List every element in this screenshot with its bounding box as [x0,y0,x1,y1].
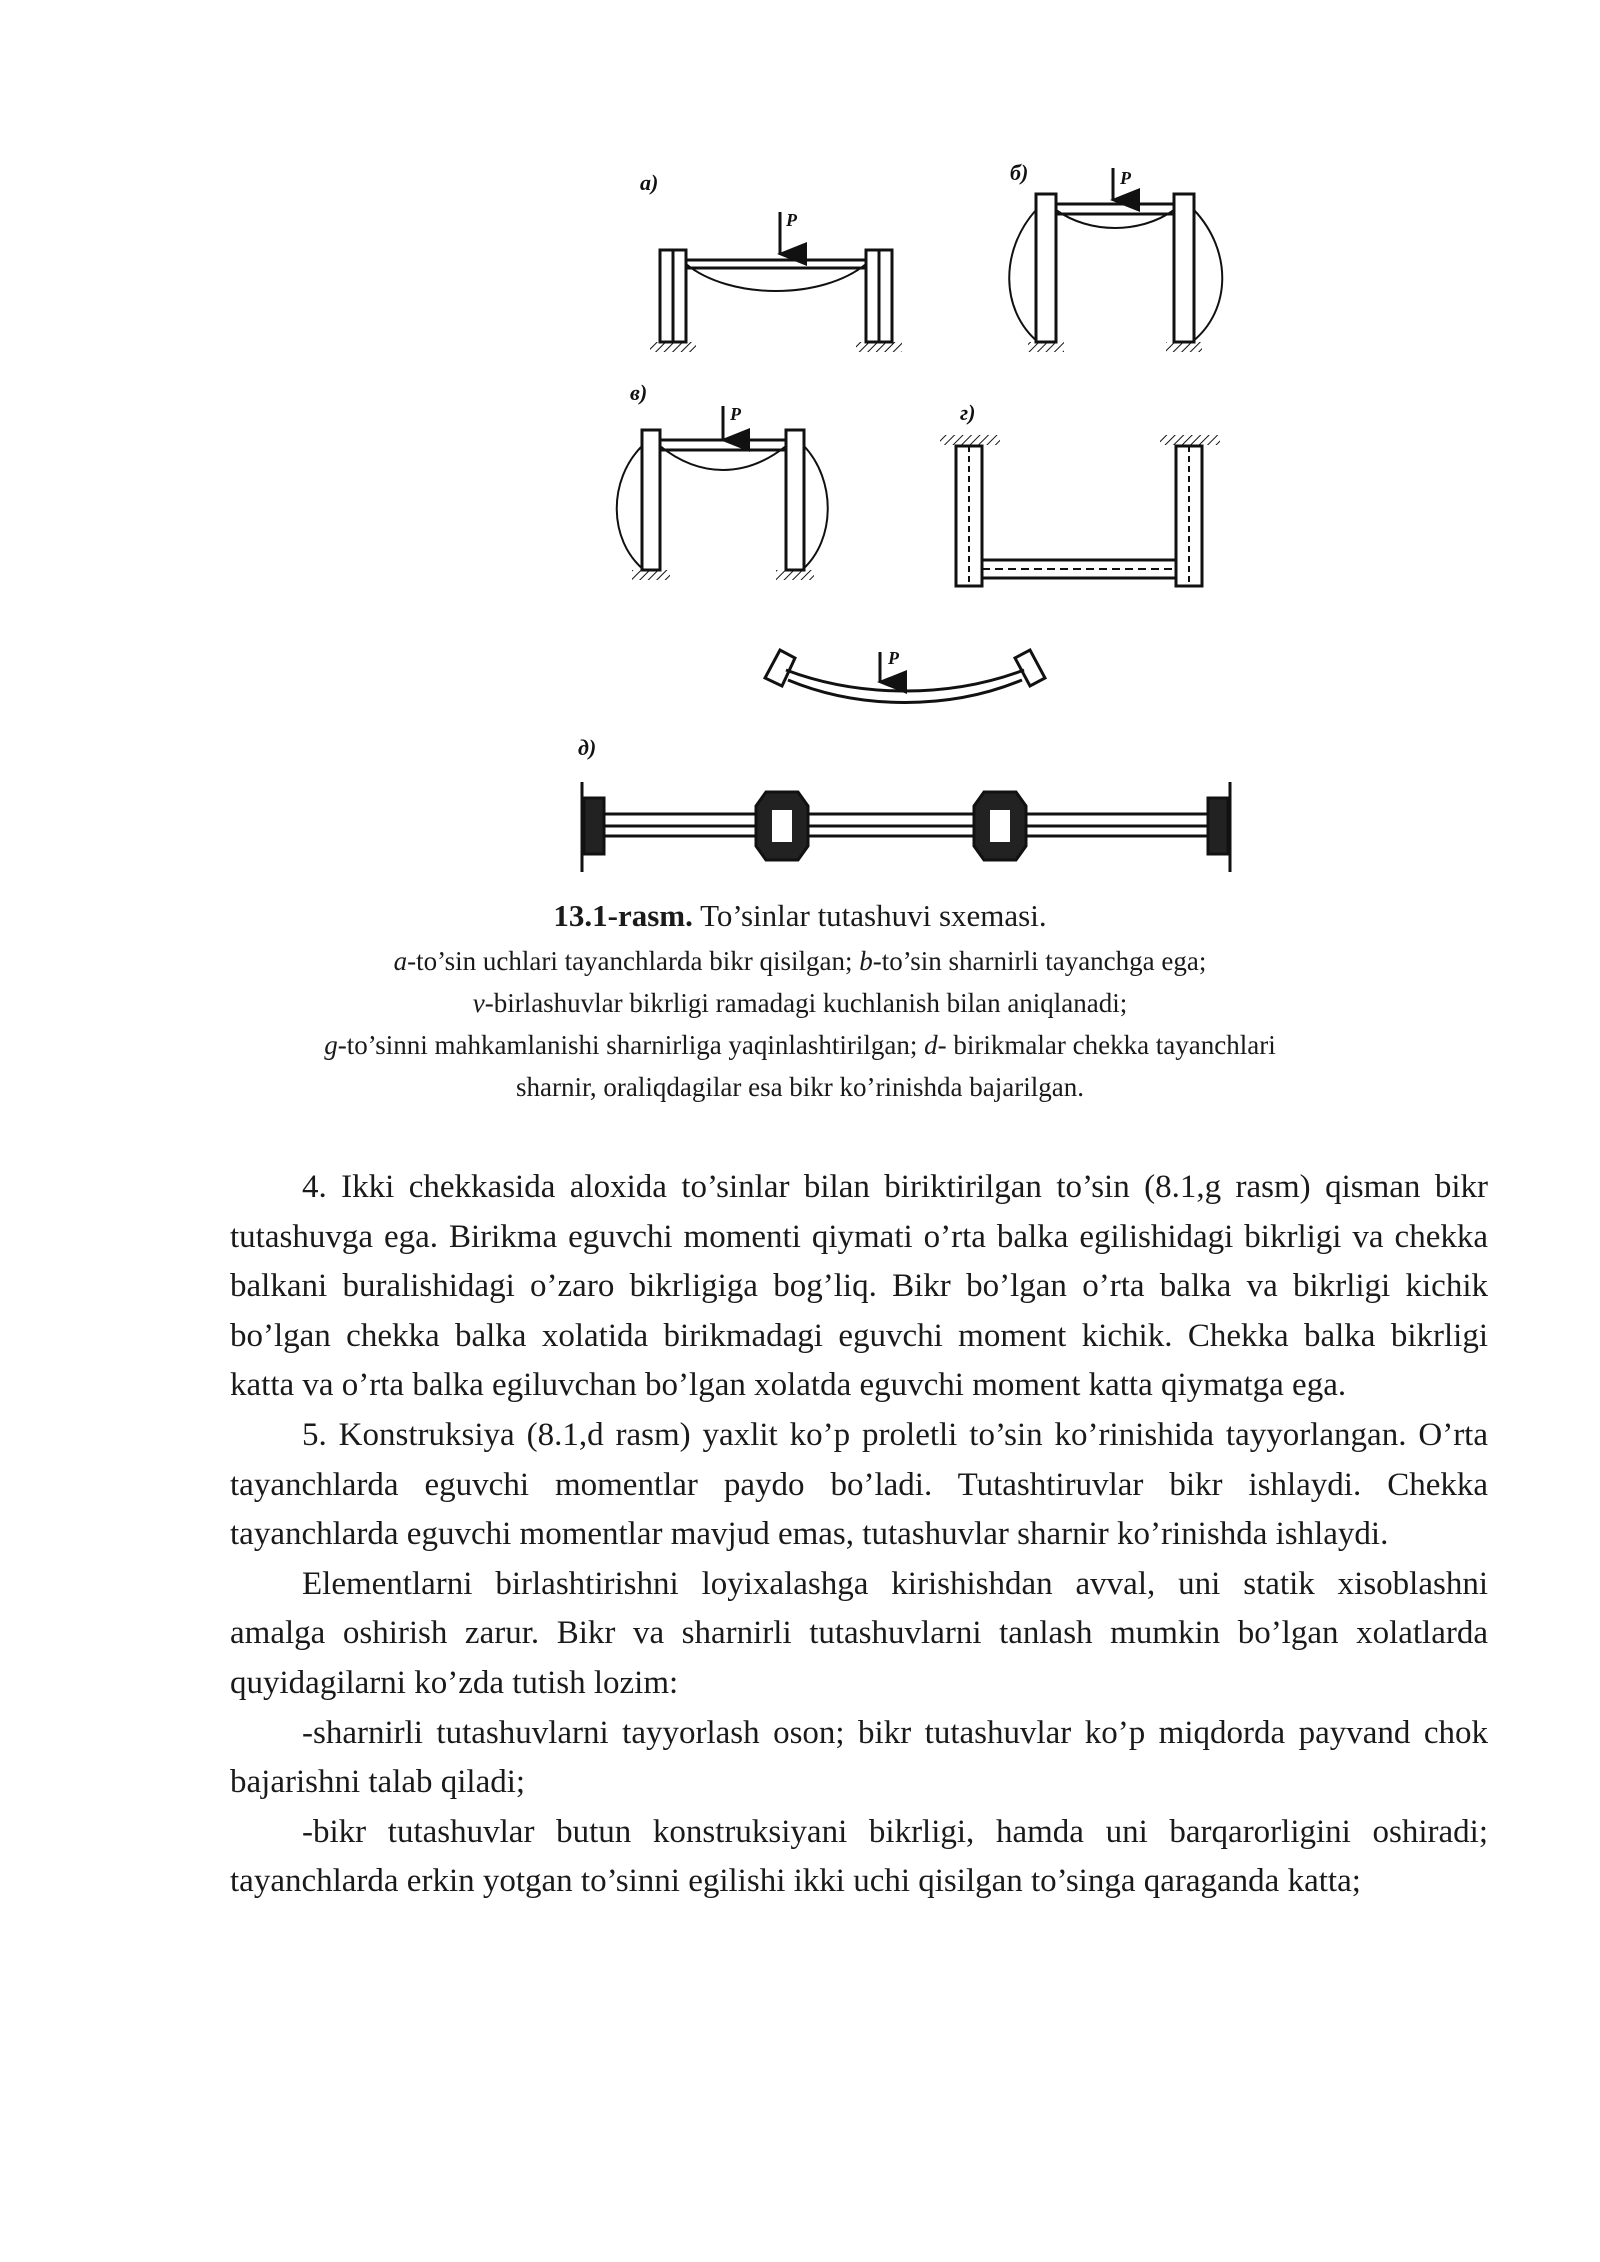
label-d: д) [578,735,597,760]
label-b: б) [1010,160,1029,185]
caption-letter-a: a [393,946,408,976]
caption-line-2 [0,985,1600,1021]
load-label-b: P [1120,168,1131,188]
load-label-beam: P [888,648,899,668]
body-text [230,1163,1488,1907]
paragraph-rigid-note: -bikr tutashuvlar butun konstruksiyani bikrligi, hamda uni barqarorligini oshiradi; tayanchlarda erkin yotgan to’sinni egilishi ikki uchi qisilgan to’singa qaraganda katta; [230,1813,1488,1900]
load-label-v: P [730,404,741,424]
paragraph-5: 5. Konstruksiya (8.1,d rasm) yaxlit ko’p proletli to’sin ko’rinishida tayyorlangan. O’rta tayanchlarda eguvchi momentlar paydo bo’ladi. Tutashtiruvlar bikr ishlaydi. Chekka tayanchlarda eguvchi momentlar mavjud emas, tutashuvlar sharnir ko’rinishda ishlaydi. [230,1416,1488,1553]
scheme-beam-bending [765,648,1045,703]
caption-line-3 [0,1027,1600,1063]
caption-letter-g: g [324,1030,338,1060]
caption-text-d: - birikmalar chekka tayanchlari [937,1030,1276,1060]
paragraph-design-intro: Elementlarni birlashtirishni loyixalashga kirishishdan avval, uni statik xisoblashni amalga oshirish zarur. Bikr va sharnirli tutashuvlarni tanlash mumkin bo’lgan xolatlarda quyidagilarni ko’zda tutish lozim: [230,1565,1488,1701]
caption-text-g: -to’sinni mahkamlanishi sharnirliga yaqinlashtirilgan; [337,1030,925,1060]
caption-text-end: sharnir, oraliqdagilar esa bikr ko’rinishda bajarilgan. [516,1072,1084,1102]
figure-caption-title [0,896,1600,936]
caption-text-b: -to’sin sharnirli tayanchga ega; [872,946,1207,976]
paragraph-4: 4. Ikki chekkasida aloxida to’sinlar bilan biriktirilgan to’sin (8.1,g rasm) qisman bikr tutashuvga ega. Birikma eguvchi momenti qiymati o’rta balka egilishidagi bikrligi va chekka balkani buralishidagi o’zaro bikrligiga bog’liq. Bikr bo’lgan o’rta balka va bikrligi kichik bo’lgan chekka balka xolatida birikmadagi eguvchi moment kichik. Chekka balka bikrligi katta va o’rta balka egiluvchan bo’lgan xolatda eguvchi moment katta qiymatga ega. [230,1169,1488,1404]
caption-letter-d: d [924,1030,938,1060]
scheme-a [640,170,902,352]
label-g: г) [960,400,976,425]
caption-letter-b: b [859,946,873,976]
caption-text-a: -to’sin uchlari tayanchlarda bikr qisilgan; [407,946,860,976]
load-label-a: P [786,210,797,230]
caption-line-1 [0,943,1600,979]
label-a: a) [640,170,659,195]
scheme-d [578,735,1230,872]
beam-connection-figure [560,150,1260,890]
scheme-v [617,380,828,580]
figure-title: To’sinlar tutashuvi sxemasi. [700,898,1047,933]
figure-number: 13.1-rasm. [553,898,693,933]
label-v: в) [630,380,648,405]
figure-drawing [560,150,1260,890]
caption-line-4 [0,1069,1600,1105]
paragraph-hinged-note: -sharnirli tutashuvlarni tayyorlash oson; bikr tutashuvlar ko’p miqdorda payvand chok bajarishni talab qiladi; [230,1714,1488,1801]
caption-text-v: -birlashuvlar bikrligi ramadagi kuchlanish bilan aniqlanadi; [484,988,1128,1018]
scheme-g [940,400,1220,586]
scheme-b [1009,160,1222,352]
caption-letter-v: v [472,988,485,1018]
